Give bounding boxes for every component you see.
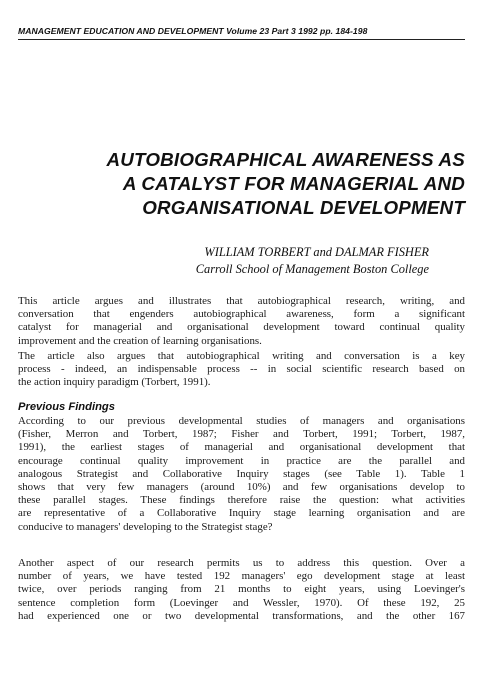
text-line: This article argues and illustrates that autobiographical research, writing, and — [18, 295, 465, 307]
findings-paragraph-1 — [18, 415, 465, 534]
text-line: number of years, we have tested 192 managers' ego development stage at least — [18, 570, 465, 583]
title-line: AUTOBIOGRAPHICAL AWARENESS AS — [106, 149, 465, 170]
text-line: twice, over periods ranging from 21 months to eight years, using Loevinger's — [18, 583, 465, 596]
text-line: Another aspect of our research permits us to address this question. Over a — [18, 557, 465, 569]
text-line: conducive to managers' developing to the Strategist stage? — [18, 520, 273, 533]
text-line: these parallel stages. These findings therefore raise the question: what activities — [18, 494, 465, 507]
text-line: According to our previous developmental studies of managers and organisations — [18, 415, 465, 427]
text-line: The article also argues that autobiographical writing and conversation is a key — [18, 350, 465, 362]
journal-header: MANAGEMENT EDUCATION AND DEVELOPMENT Volume 23 Part 3 1992 pp. 184-198 — [18, 26, 368, 36]
findings-paragraph-2 — [18, 557, 465, 623]
title-line: A CATALYST FOR MANAGERIAL AND — [122, 173, 465, 194]
header-rule — [18, 39, 465, 40]
text-line: improvement and the creation of learning organisations. — [18, 334, 262, 347]
section-heading: Previous Findings — [18, 401, 115, 413]
text-line: shows that very few managers (around 10%) and few organisations develop to — [18, 481, 465, 494]
text-line: the action inquiry paradigm (Torbert, 1991). — [18, 376, 211, 389]
text-line: are representative of a Collaborative Inquiry stage learning organisation and are — [18, 507, 465, 520]
author-names: WILLIAM TORBERT and DALMAR FISHER — [204, 245, 429, 259]
text-line: encourage continual quality improvement in practice are the parallel and — [18, 454, 465, 467]
text-line: sentence completion form (Loevinger and Wessler, 1970). Of these 192, 25 — [18, 596, 465, 609]
author-block — [196, 244, 429, 278]
text-line: analogous Strategist and Collaborative Inquiry stages (see Table 1). Table 1 — [18, 467, 465, 480]
abstract-paragraph-2 — [18, 350, 465, 390]
abstract-paragraph-1 — [18, 295, 465, 348]
text-line: catalyst for managerial and organisational development toward continual quality — [18, 321, 465, 334]
text-line: conversation that engenders autobiographical awareness, form a significant — [18, 308, 465, 321]
author-affiliation: Carroll School of Management Boston College — [195, 262, 429, 276]
text-line: had experienced one or two developmental transformations, and the other 167 — [18, 609, 465, 622]
text-line: 1991), the earliest stages of managerial and organisational development that — [18, 441, 465, 454]
text-line: (Fisher, Merron and Torbert, 1987; Fisher and Torbert, 1991; Torbert, 1987, — [18, 428, 465, 441]
text-line: process - indeed, an indispensable process -- in social scientific research based on — [18, 363, 465, 376]
article-title — [15, 148, 465, 220]
title-line: ORGANISATIONAL DEVELOPMENT — [142, 197, 465, 218]
